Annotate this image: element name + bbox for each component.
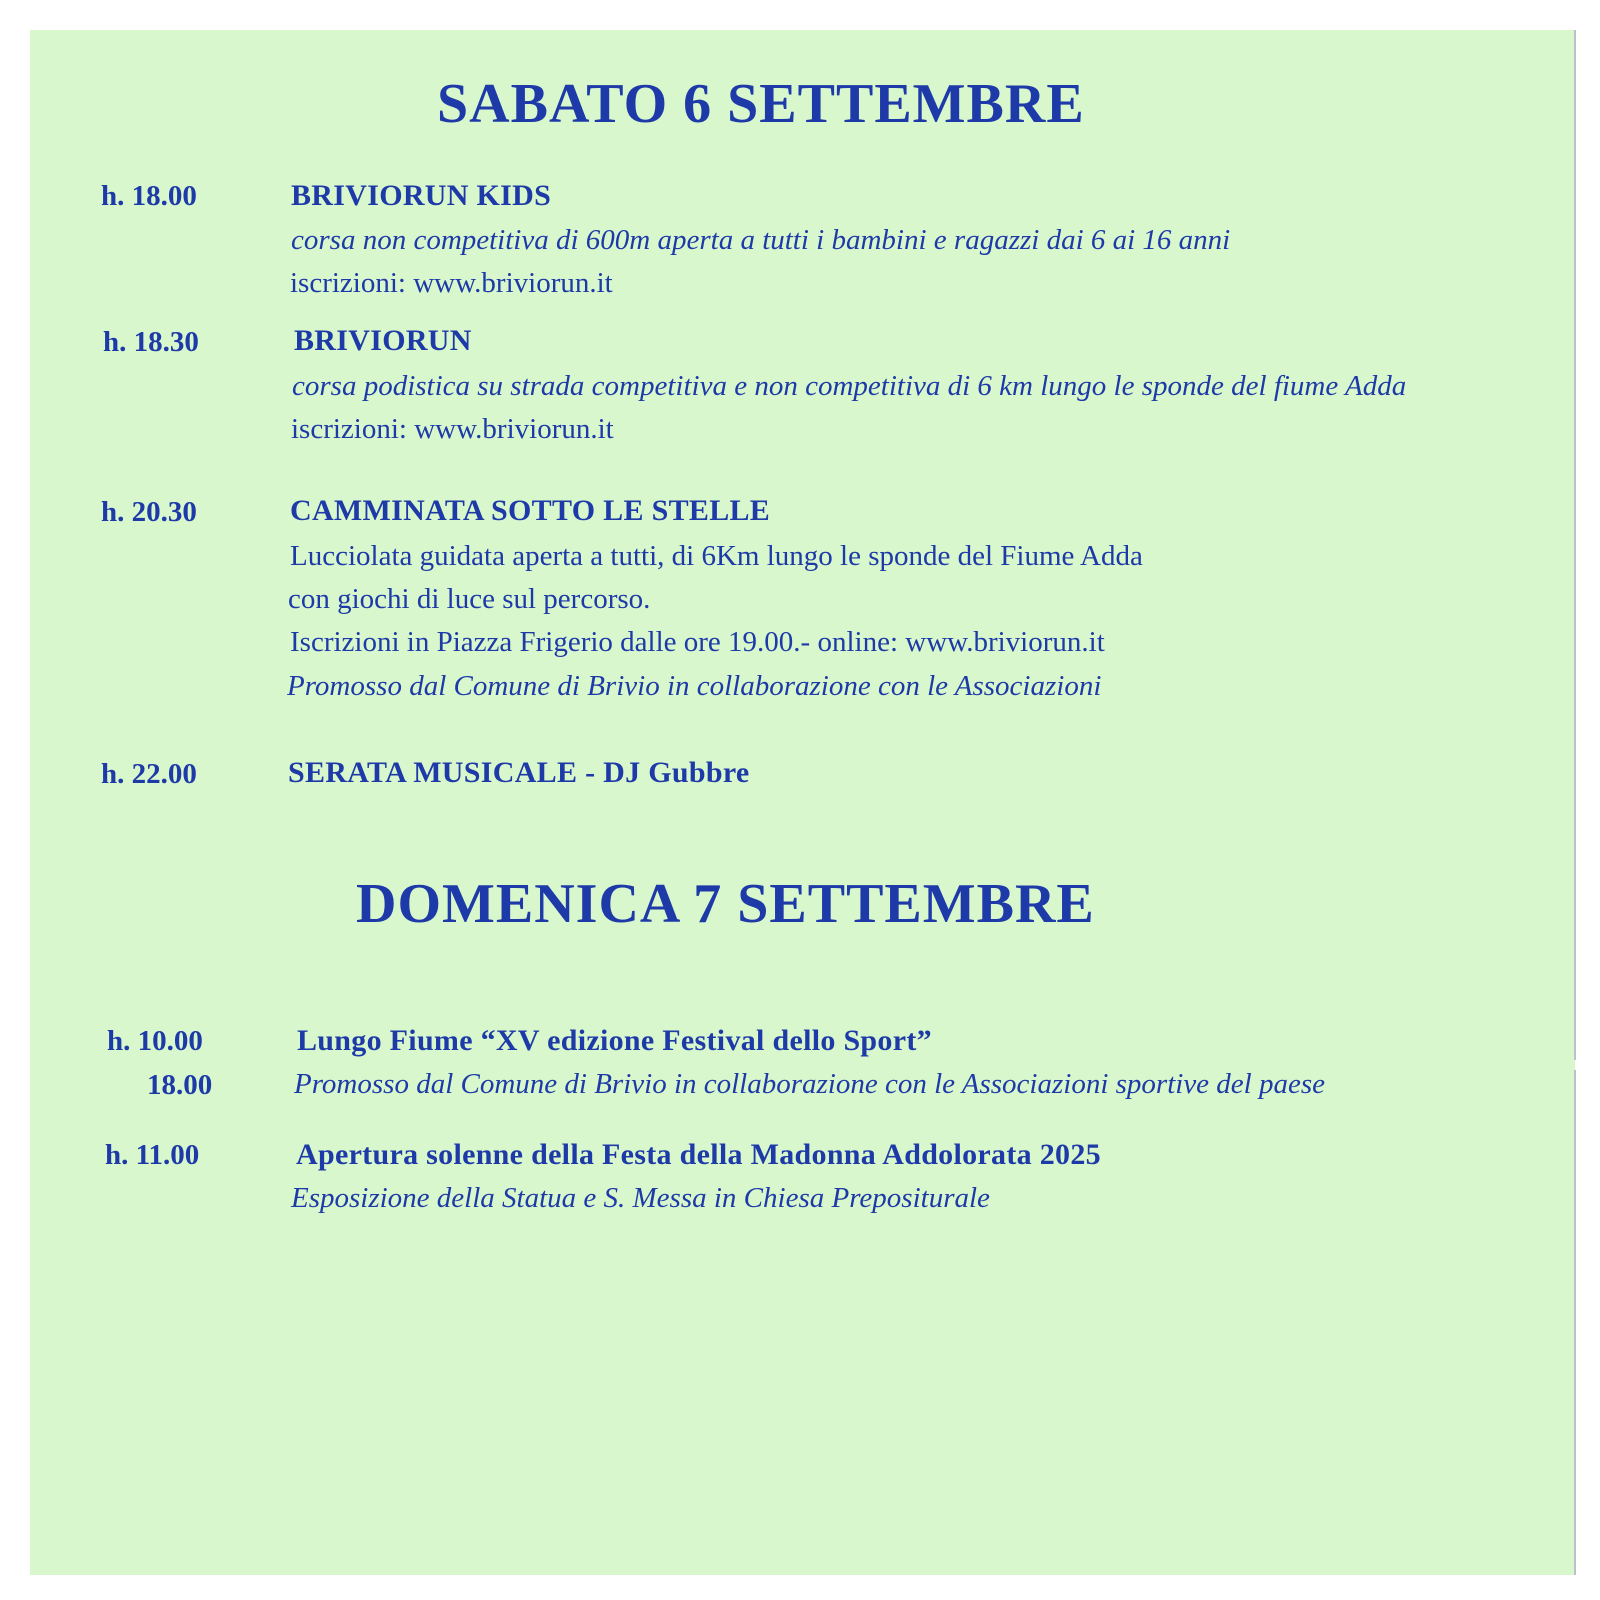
event-title: Apertura solenne della Festa della Madonna Addolorata 2025	[296, 1138, 1101, 1171]
event-registration: Iscrizioni in Piazza Frigerio dalle ore 19.00.- online: www.briviorun.it	[290, 626, 1105, 658]
event-title: SERATA MUSICALE - DJ Gubbre	[288, 756, 750, 789]
event-description: Promosso dal Comune di Brivio in collaborazione con le Associazioni sportive del paese	[294, 1068, 1326, 1100]
event-line: con giochi di luce sul percorso.	[288, 583, 651, 615]
event-description: corsa podistica su strada competitiva e non competitiva di 6 km lungo le sponde del fiume Adda	[292, 370, 1407, 402]
sunday-heading: DOMENICA 7 SETTEMBRE	[356, 873, 1095, 935]
event-title: CAMMINATA SOTTO LE STELLE	[290, 494, 771, 527]
program-panel	[30, 30, 1575, 1575]
event-description: Esposizione della Statua e S. Messa in Chiesa Prepositurale	[291, 1182, 990, 1214]
event-description: corsa non competitiva di 600m aperta a tutti i bambini e ragazzi dai 6 ai 16 anni	[291, 224, 1231, 256]
saturday-heading: SABATO 6 SETTEMBRE	[437, 73, 1085, 135]
event-time: h. 10.00	[107, 1025, 203, 1057]
event-time: h. 11.00	[105, 1139, 200, 1171]
event-title: BRIVIORUN KIDS	[291, 179, 552, 212]
event-time-end: 18.00	[147, 1069, 213, 1101]
right-edge-line	[1574, 30, 1576, 1060]
event-time: h. 18.00	[101, 180, 197, 212]
event-title: Lungo Fiume “XV edizione Festival dello Sport”	[297, 1024, 932, 1057]
event-line: Lucciolata guidata aperta a tutti, di 6Km lungo le sponde del Fiume Adda	[290, 540, 1143, 572]
event-time: h. 20.30	[101, 496, 197, 528]
event-time: h. 22.00	[101, 758, 197, 790]
event-description: Promosso dal Comune di Brivio in collaborazione con le Associazioni	[287, 670, 1102, 702]
event-registration: iscrizioni: www.briviorun.it	[290, 267, 613, 299]
event-title: BRIVIORUN	[294, 324, 472, 357]
event-time: h. 18.30	[103, 326, 199, 358]
right-edge-line-lower	[1574, 1070, 1576, 1575]
event-registration: iscrizioni: www.briviorun.it	[291, 413, 614, 445]
